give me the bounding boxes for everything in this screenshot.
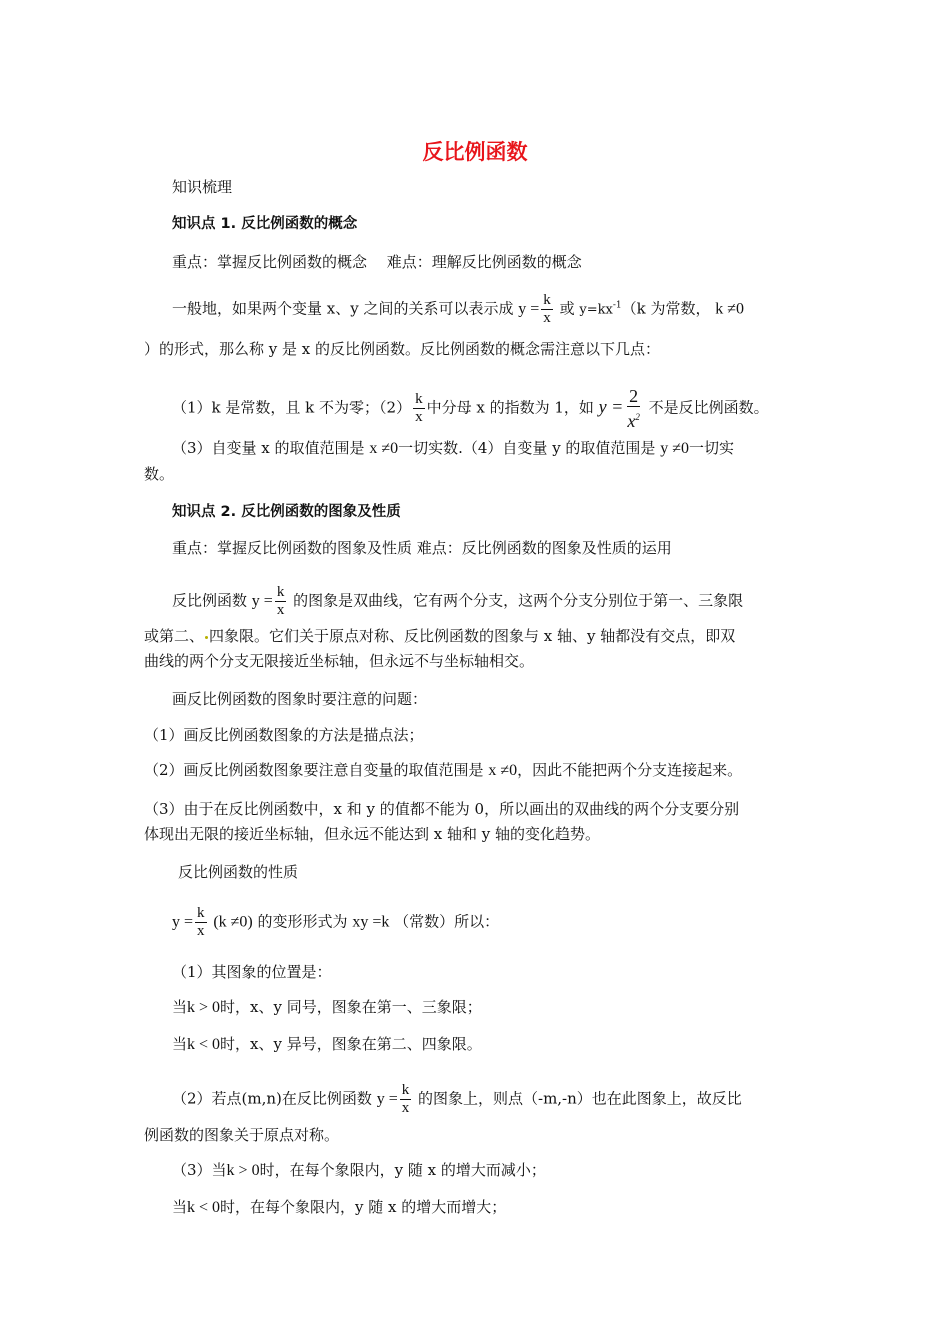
monotonic-k-negative — [172, 1196, 506, 1219]
draw2-text-b: ，因此不能把两个分支连接起来。 — [517, 761, 743, 779]
fraction-k-over-x — [541, 292, 553, 327]
pos1-text-b: 时，x、y 同号，图象在第一、三象限； — [220, 998, 482, 1016]
prop-condition: (k ≠0) — [213, 913, 253, 931]
def-or: 或 — [559, 299, 575, 318]
position-heading: （1）其图象的位置是： — [172, 963, 332, 981]
fraction-2-over-x-squared — [625, 386, 642, 431]
note3-text-b: 一切实数.（4）自变量 y 的取值范围是 — [398, 439, 656, 457]
def-paren: （k 为常数， — [621, 299, 711, 318]
note1-y-eq: y = — [598, 396, 624, 417]
note1-text-a: （1）k 是常数，且 k 不为零；（2） — [172, 398, 412, 417]
fraction-denominator — [625, 407, 642, 431]
note1-text-b: 中分母 x 的指数为 1，如 — [426, 398, 594, 417]
fraction-k-over-x — [195, 905, 207, 940]
point2-heading: 知识点 2. 反比例函数的图象及性质 — [172, 504, 401, 520]
point2-para1-line1 — [172, 584, 743, 619]
denominator-base: x — [627, 411, 636, 431]
fraction-numerator: k — [276, 584, 285, 600]
def-kx: y=kx — [579, 302, 613, 318]
draw-note-3-line2: 体现出无限的接近坐标轴，但永远不能达到 x 轴和 y 轴的变化趋势。 — [144, 825, 601, 843]
fraction-denominator: x — [401, 1100, 410, 1116]
point1-notes-3-4 — [172, 437, 734, 460]
note1-text-c: 不是反比例函数。 — [648, 398, 769, 417]
def-kx-exponent: -1 — [612, 300, 622, 311]
fraction-denominator: x — [415, 409, 423, 425]
section-heading: 知识梳理 — [172, 178, 233, 196]
note3-x-neq-zero: x ≠0 — [369, 440, 399, 457]
pos2-text-b: 时，x、y 异号，图象在第二、四象限。 — [220, 1035, 482, 1053]
point1-notes-1-2 — [172, 386, 769, 431]
property-transform-line — [172, 905, 499, 940]
mono1-text-b: 时，在每个象限内，y 随 x 的增大而减小； — [259, 1161, 546, 1179]
draw2-text-a: （2）画反比例函数图象要注意自变量的取值范围是 — [144, 761, 484, 779]
pos2-text-a: 当 — [172, 1035, 188, 1053]
monotonic-k-positive — [172, 1159, 546, 1182]
draw2-x-neq-zero: x ≠0 — [488, 762, 518, 779]
point1-notes-3-4-cont: 数。 — [144, 465, 175, 483]
para1-text-c1: 或第二、 — [144, 627, 205, 645]
draw-note-2 — [144, 759, 742, 782]
pos1-text-a: 当 — [172, 998, 188, 1016]
note3-y-neq-zero: y ≠0 — [660, 440, 689, 457]
point2-focus: 重点：掌握反比例函数的图象及性质 难点：反比例函数的图象及性质的运用 — [172, 539, 672, 557]
denominator-exponent: 2 — [635, 412, 640, 422]
prop-xy-eq-k: xy =k — [352, 913, 390, 931]
note3-text-a: （3）自变量 x 的取值范围是 — [172, 439, 365, 457]
fraction-k-over-x — [400, 1082, 412, 1117]
def-k-neq-zero: k ≠0 — [715, 300, 745, 318]
prop-y-eq: y = — [172, 913, 194, 931]
point1-heading: 知识点 1. 反比例函数的概念 — [172, 216, 358, 232]
pos1-k-gt-zero: k > 0 — [187, 999, 221, 1016]
mono2-k-lt-zero: k < 0 — [187, 1199, 221, 1216]
sym-text-b: 的图象上，则点（-m,-n）也在此图象上，故反比 — [418, 1089, 742, 1108]
fraction-numerator: k — [415, 391, 423, 407]
draw-note-3-line1: （3）由于在反比例函数中，x 和 y 的值都不能为 0，所以画出的双曲线的两个分支要分别 — [144, 800, 740, 818]
mono1-k-gt-zero: k > 0 — [226, 1162, 260, 1179]
fraction-numerator: 2 — [629, 386, 639, 406]
stray-dot-mark — [205, 636, 208, 639]
fraction-denominator: x — [276, 602, 285, 618]
prop-text-a: 的变形形式为 — [257, 912, 348, 931]
point2-para1-line2 — [144, 625, 735, 647]
prop-text-b: （常数）所以： — [394, 912, 500, 931]
symmetry-line1 — [172, 1082, 742, 1117]
fraction-numerator: k — [197, 905, 205, 921]
para1-y-eq: y = — [251, 592, 273, 610]
fraction-denominator: x — [197, 923, 205, 939]
mono2-text-a: 当 — [172, 1198, 188, 1216]
fraction-k-over-x — [275, 584, 287, 619]
mono2-text-b: 时，在每个象限内，y 随 x 的增大而增大； — [220, 1198, 507, 1216]
sym-y-eq: y = — [376, 1090, 398, 1108]
fraction-numerator: k — [401, 1082, 410, 1098]
note3-text-c: 一切实 — [689, 439, 735, 457]
position-k-positive — [172, 996, 482, 1019]
sym-text-a: （2）若点(m,n)在反比例函数 — [172, 1089, 372, 1108]
fraction-k-over-x — [413, 391, 425, 426]
point1-definition-line2: ）的形式，那么称 y 是 x 的反比例函数。反比例函数的概念需注意以下几点： — [144, 340, 661, 358]
fraction-numerator: k — [543, 292, 551, 308]
point2-para1-line3: 曲线的两个分支无限接近坐标轴，但永远不与坐标轴相交。 — [144, 652, 535, 670]
para1-text-c2: 四象限。它们关于原点对称、反比例函数的图象与 x 轴、y 轴都没有交点，即双 — [209, 627, 736, 645]
property-heading: 反比例函数的性质 — [178, 863, 299, 881]
position-k-negative — [172, 1033, 482, 1056]
def-text-a: 一般地，如果两个变量 x、y 之间的关系可以表示成 — [172, 299, 514, 318]
draw-note-1: （1）画反比例函数图象的方法是描点法； — [144, 726, 424, 744]
draw-heading: 画反比例函数的图象时要注意的问题： — [172, 690, 428, 708]
para1-text-a: 反比例函数 — [172, 591, 248, 610]
symmetry-line2: 例函数的图象关于原点对称。 — [144, 1126, 340, 1144]
document-title: 反比例函数 — [422, 140, 528, 164]
point1-definition-line1 — [172, 292, 744, 327]
para1-text-b: 的图象是双曲线，它有两个分支，这两个分支分别位于第一、三象限 — [293, 591, 744, 610]
fraction-denominator: x — [543, 310, 551, 326]
mono1-text-a: （3）当 — [172, 1161, 227, 1179]
point1-focus: 重点：掌握反比例函数的概念 难点：理解反比例函数的概念 — [172, 253, 582, 271]
pos2-k-lt-zero: k < 0 — [187, 1036, 221, 1053]
def-y-eq: y = — [518, 300, 540, 318]
